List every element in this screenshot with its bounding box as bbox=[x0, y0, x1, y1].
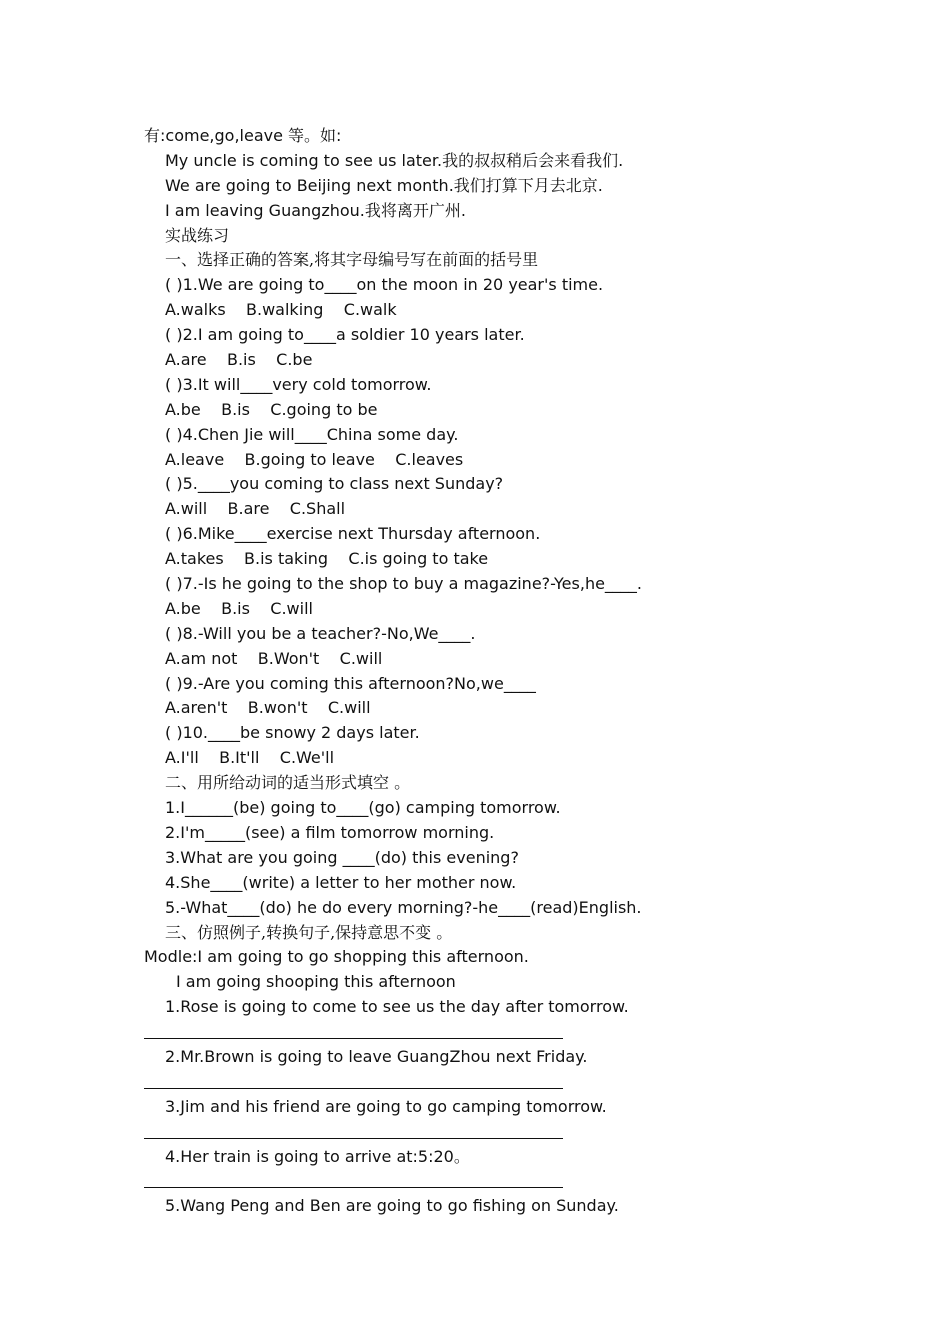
question-options: A.will B.are C.Shall bbox=[165, 499, 346, 519]
section1-title: 一、选择正确的答案,将其字母编号写在前面的括号里 bbox=[165, 250, 539, 270]
transform-item: 1.Rose is going to come to see us the day after tomorrow. bbox=[165, 997, 629, 1017]
question-options: A.are B.is C.be bbox=[165, 350, 313, 370]
question-text: ( )5.____you coming to class next Sunday? bbox=[165, 474, 504, 494]
transform-item: 3.Jim and his friend are going to go camping tomorrow. bbox=[165, 1096, 607, 1116]
question-text: ( )3.It will____very cold tomorrow. bbox=[165, 374, 432, 394]
question-options: A.aren't B.won't C.will bbox=[165, 698, 371, 718]
question-text: ( )7.-Is he going to the shop to buy a magazine?-Yes,he____. bbox=[165, 574, 643, 594]
example-sentence: I am leaving Guangzhou.我将离开广州. bbox=[165, 200, 466, 220]
transform-item: 5.Wang Peng and Ben are going to go fishing on Sunday. bbox=[165, 1196, 619, 1216]
section3-title: 三、仿照例子,转换句子,保持意思不变 。 bbox=[165, 922, 453, 942]
answer-blank-line bbox=[144, 1070, 704, 1095]
answer-blank-line bbox=[144, 1169, 704, 1194]
question-text: ( )6.Mike____exercise next Thursday afternoon. bbox=[165, 524, 541, 544]
answer-blank-line bbox=[144, 1120, 704, 1145]
fill-in-item: 1.I______(be) going to____(go) camping tomorrow. bbox=[165, 798, 561, 818]
section2-title: 二、用所给动词的适当形式填空 。 bbox=[165, 773, 411, 793]
question-options: A.leave B.going to leave C.leaves bbox=[165, 449, 464, 469]
question-text: ( )9.-Are you coming this afternoon?No,we____ bbox=[165, 673, 536, 693]
question-text: ( )4.Chen Jie will____China some day. bbox=[165, 424, 459, 444]
transform-item: 4.Her train is going to arrive at:5:20。 bbox=[165, 1146, 470, 1166]
question-options: A.be B.is C.going to be bbox=[165, 399, 378, 419]
example-sentence: My uncle is coming to see us later.我的叔叔稍后会来看我们. bbox=[165, 150, 624, 170]
fill-in-item: 2.I'm_____(see) a film tomorrow morning. bbox=[165, 822, 495, 842]
question-text: ( )1.We are going to____on the moon in 20 year's time. bbox=[165, 275, 604, 295]
question-text: ( )8.-Will you be a teacher?-No,We____. bbox=[165, 623, 476, 643]
question-options: A.takes B.is taking C.is going to take bbox=[165, 549, 489, 569]
transform-item: 2.Mr.Brown is going to leave GuangZhou next Friday. bbox=[165, 1046, 588, 1066]
fill-in-item: 3.What are you going ____(do) this evening? bbox=[165, 847, 519, 867]
model-sentence: Modle:I am going to go shopping this afternoon. bbox=[144, 947, 529, 967]
model-answer: I am going shooping this afternoon bbox=[176, 972, 456, 992]
question-text: ( )2.I am going to____a soldier 10 years later. bbox=[165, 325, 525, 345]
question-options: A.I'll B.It'll C.We'll bbox=[165, 748, 335, 768]
practice-title: 实战练习 bbox=[165, 225, 230, 245]
fill-in-item: 5.-What____(do) he do every morning?-he____(read)English. bbox=[165, 897, 642, 917]
answer-blank-line bbox=[144, 1020, 704, 1045]
intro-verbs-line: 有:come,go,leave 等。如: bbox=[144, 126, 342, 145]
fill-in-item: 4.She____(write) a letter to her mother now. bbox=[165, 872, 517, 892]
question-options: A.walks B.walking C.walk bbox=[165, 300, 397, 320]
question-options: A.be B.is C.will bbox=[165, 598, 313, 618]
question-options: A.am not B.Won't C.will bbox=[165, 648, 383, 668]
example-sentence: We are going to Beijing next month.我们打算下月去北京. bbox=[165, 175, 603, 195]
document-body bbox=[144, 124, 704, 1219]
question-text: ( )10.____be snowy 2 days later. bbox=[165, 723, 420, 743]
